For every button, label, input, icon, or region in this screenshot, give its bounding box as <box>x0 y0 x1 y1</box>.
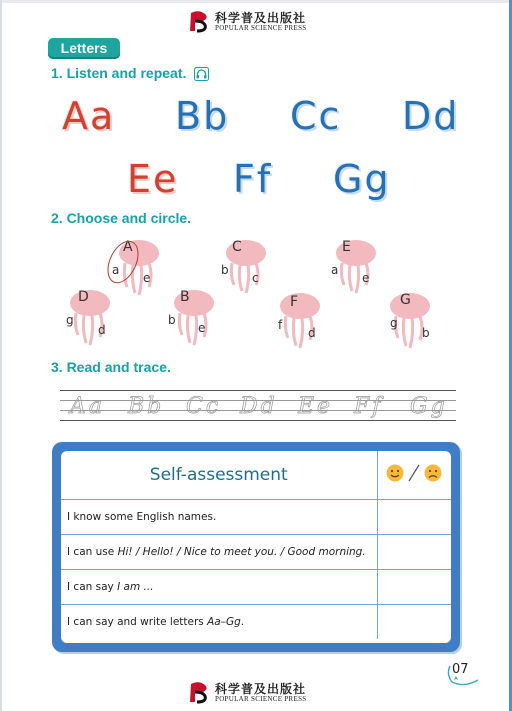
jellyfish-option-2[interactable]: c <box>252 271 259 285</box>
smile-frown-icon <box>385 462 443 484</box>
jellyfish-f[interactable] <box>272 290 342 360</box>
jellyfish-option-1[interactable]: f <box>278 318 283 332</box>
jellyfish-option-2[interactable]: e <box>198 321 206 335</box>
unit-badge: Letters <box>48 38 120 59</box>
jellyfish-capital: G <box>400 292 411 308</box>
jellyfish-b[interactable] <box>162 285 232 355</box>
section-1-title: 1. Listen and repeat. <box>51 65 187 81</box>
assessment-title: Self-assessment <box>61 451 377 500</box>
jellyfish-option-2[interactable]: d <box>308 326 316 340</box>
self-assessment-card <box>61 451 451 643</box>
page-edge-top <box>0 0 512 3</box>
jellyfish-option-1[interactable]: a <box>331 263 339 277</box>
jellyfish-capital: E <box>342 239 351 255</box>
guide-line <box>60 420 456 421</box>
jellyfish-option-1[interactable]: a <box>112 263 120 277</box>
jellyfish-g[interactable] <box>382 290 452 360</box>
row-1-text: I know some English names. <box>67 511 217 523</box>
emoji-header <box>377 451 451 500</box>
jellyfish-option-2[interactable]: e <box>143 271 151 285</box>
trace-letters-ff[interactable]: Ff <box>354 394 384 419</box>
jellyfish-d[interactable] <box>60 285 130 355</box>
publisher-name-en: POPULAR SCIENCE PRESS <box>215 24 307 32</box>
row-2-phrases: Hi! / Hello! / Nice to meet you. / Good morning. <box>117 546 366 558</box>
jellyfish-capital: F <box>290 294 299 310</box>
section-3-heading: 3. Read and trace. <box>51 359 171 375</box>
jellyfish-option-2[interactable]: e <box>362 271 370 285</box>
page-number: 07 <box>452 662 469 677</box>
jellyfish-option-1[interactable]: g <box>66 313 74 327</box>
section-2-heading: 2. Choose and circle. <box>51 210 192 226</box>
letter-pair-aa: Aa <box>62 94 116 138</box>
jellyfish-capital: A <box>123 239 133 255</box>
jellyfish-option-1[interactable]: g <box>390 316 398 330</box>
rating-cell-2[interactable] <box>377 535 451 570</box>
guide-line <box>60 390 456 391</box>
trace-letters-cc[interactable]: Cc <box>186 394 222 419</box>
letter-pair-ff: Ff <box>233 157 273 201</box>
jellyfish-option-1[interactable]: b <box>221 263 229 277</box>
section-1-heading <box>51 65 209 81</box>
rating-cell-4[interactable] <box>377 605 451 640</box>
page-edge-left <box>0 0 2 711</box>
publisher-logo-icon <box>185 680 211 704</box>
letter-pair-ee: Ee <box>127 157 179 201</box>
publisher-name-cn: 科学普及出版社 <box>215 682 307 696</box>
letter-pair-gg: Gg <box>333 157 391 201</box>
jellyfish-option-1[interactable]: b <box>168 313 176 327</box>
trace-letters-dd[interactable]: Dd <box>240 394 278 419</box>
rating-cell-1[interactable] <box>377 500 451 535</box>
self-assessment-panel <box>52 442 460 652</box>
assessment-row-1 <box>61 500 377 535</box>
publisher-name-cn: 科学普及出版社 <box>215 11 307 25</box>
assessment-row-2 <box>61 535 377 570</box>
row-2-text: I can use <box>67 546 118 558</box>
trace-letters-gg[interactable]: Gg <box>410 394 448 419</box>
self-assessment-table <box>61 451 451 639</box>
jellyfish-option-2[interactable]: b <box>422 326 430 340</box>
assessment-row-3 <box>61 570 377 605</box>
publisher-header <box>185 9 335 33</box>
jellyfish-option-2[interactable]: d <box>98 323 106 337</box>
headphone-icon[interactable] <box>194 67 209 81</box>
jellyfish-icon <box>272 290 342 360</box>
trace-letters-ee[interactable]: Ee <box>298 394 334 419</box>
jellyfish-capital: B <box>180 289 190 305</box>
jellyfish-capital: C <box>232 239 242 255</box>
row-3-phrase: I am ... <box>117 581 154 593</box>
row-4-period: . <box>240 616 245 628</box>
row-4-letters: Aa–Gg <box>207 616 241 628</box>
publisher-name-en: POPULAR SCIENCE PRESS <box>215 695 307 703</box>
publisher-logo-icon <box>185 9 211 33</box>
row-4-text: I can say and write letters <box>67 616 208 628</box>
letter-pair-dd: Dd <box>402 94 460 138</box>
jellyfish-capital: D <box>78 289 89 305</box>
rating-cell-3[interactable] <box>377 570 451 605</box>
answer-circle <box>103 238 143 286</box>
letter-pair-bb: Bb <box>175 94 230 138</box>
assessment-row-4 <box>61 605 377 640</box>
trace-letters-bb[interactable]: Bb <box>128 394 165 419</box>
row-3-text: I can say <box>67 581 118 593</box>
letter-pair-cc: Cc <box>290 94 342 138</box>
publisher-footer <box>185 680 335 704</box>
trace-letters-aa[interactable]: Aa <box>70 394 106 419</box>
